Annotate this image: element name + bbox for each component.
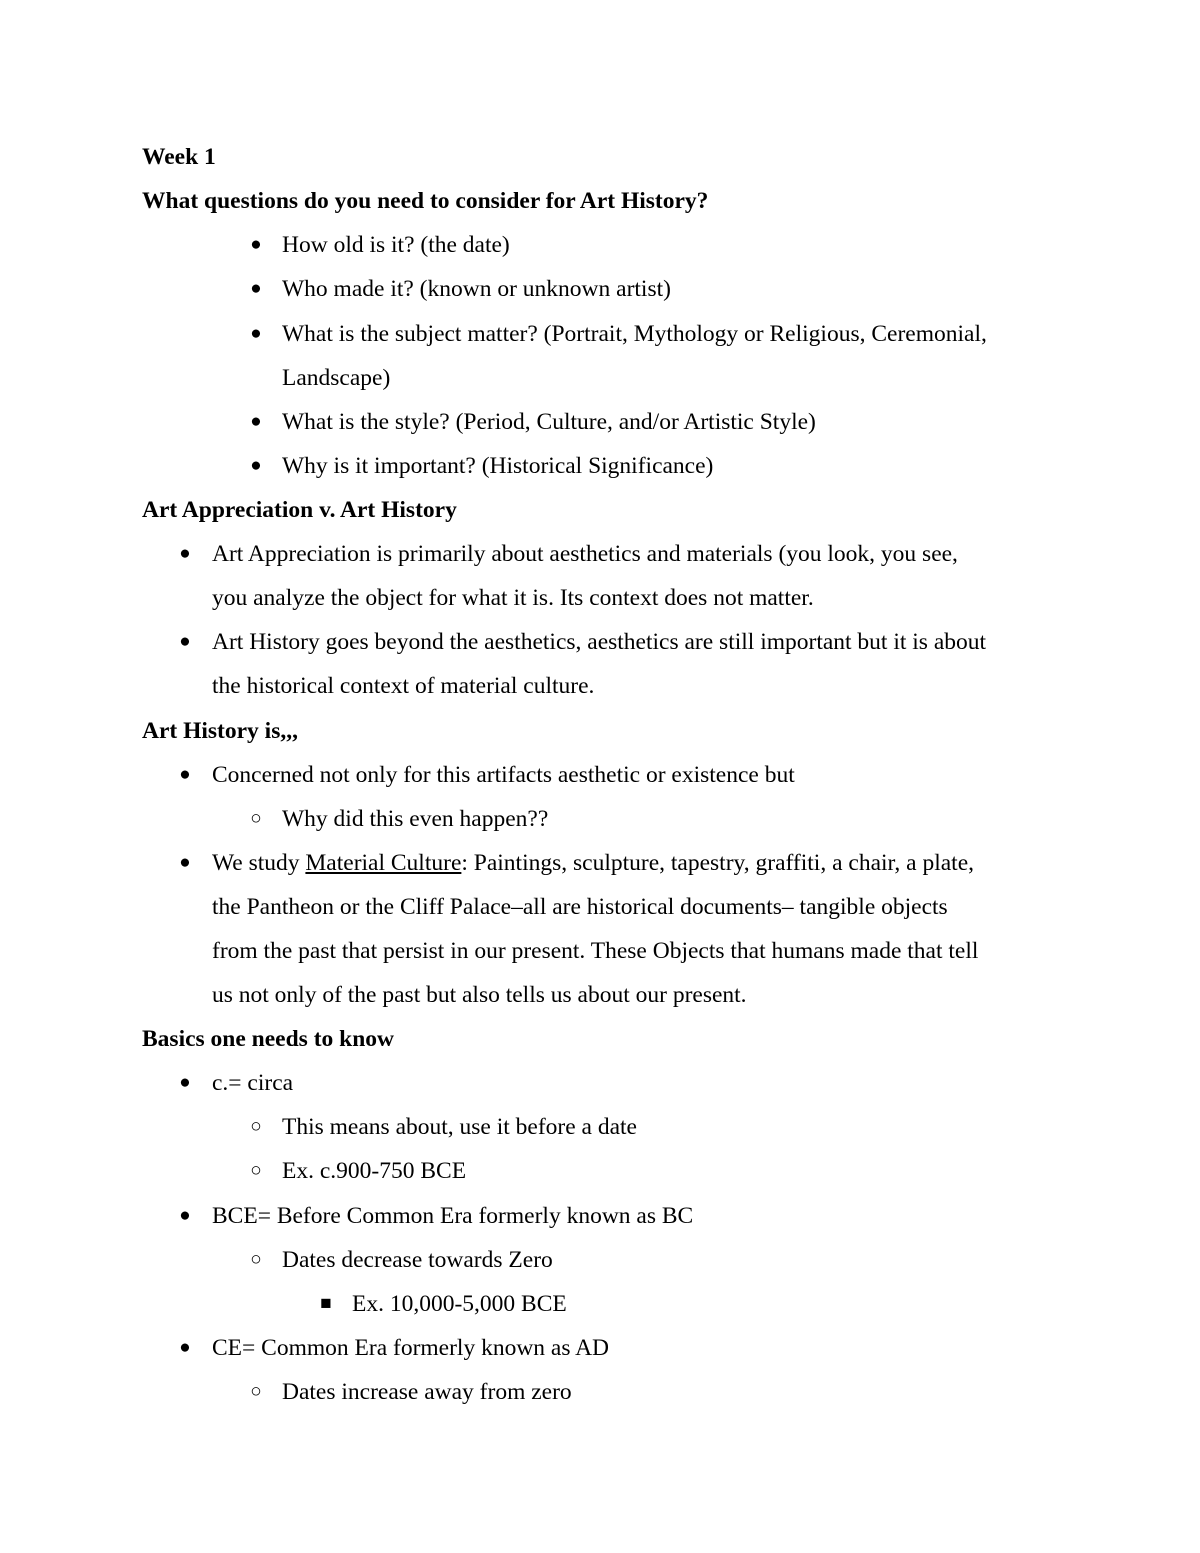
basics-heading: Basics one needs to know	[142, 1026, 395, 1052]
sub-list-item: Why did this even happen??	[282, 806, 549, 832]
sub-list-item: Ex. c.900-750 BCE	[282, 1158, 467, 1184]
bullet-circle-icon: ○	[250, 808, 262, 829]
list-item-continuation: the historical context of material culture.	[212, 673, 595, 699]
text-run: : Paintings, sculpture, tapestry, graffiti, a chair, a plate,	[461, 850, 975, 876]
list-item-continuation: you analyze the object for what it is. Its context does not matter.	[212, 585, 814, 611]
bullet-circle-icon: ○	[250, 1160, 262, 1181]
list-item: Why is it important? (Historical Significance)	[282, 453, 714, 479]
list-item: CE= Common Era formerly known as AD	[212, 1335, 610, 1361]
bullet-disc-icon: ●	[250, 455, 262, 476]
sub-list-item: This means about, use it before a date	[282, 1114, 637, 1140]
bullet-disc-icon: ●	[179, 543, 191, 564]
list-item-continuation: from the past that persist in our present. These Objects that humans made that tell	[212, 938, 979, 964]
sub-list-item: Dates increase away from zero	[282, 1379, 572, 1405]
questions-heading: What questions do you need to consider for Art History?	[142, 188, 709, 214]
list-item: Who made it? (known or unknown artist)	[282, 276, 671, 302]
bullet-disc-icon: ●	[179, 852, 191, 873]
material-culture-term: Material Culture	[305, 850, 462, 876]
list-item: What is the style? (Period, Culture, and/or Artistic Style)	[282, 409, 816, 435]
bullet-circle-icon: ○	[250, 1249, 262, 1270]
list-item	[212, 848, 974, 878]
bullet-disc-icon: ●	[179, 1072, 191, 1093]
list-item: What is the subject matter? (Portrait, Mythology or Religious, Ceremonial,	[282, 321, 987, 347]
bullet-square-icon: ■	[320, 1293, 332, 1314]
bullet-disc-icon: ●	[179, 631, 191, 652]
bullet-disc-icon: ●	[250, 323, 262, 344]
art-history-is-heading: Art History is,,,	[142, 718, 298, 744]
sub-list-item: Dates decrease towards Zero	[282, 1247, 553, 1273]
list-item: Concerned not only for this artifacts aesthetic or existence but	[212, 762, 795, 788]
bullet-circle-icon: ○	[250, 1116, 262, 1137]
bullet-disc-icon: ●	[250, 278, 262, 299]
list-item: How old is it? (the date)	[282, 232, 510, 258]
list-item: c.= circa	[212, 1070, 294, 1096]
text-run: We study	[212, 850, 306, 876]
list-item: Art Appreciation is primarily about aesthetics and materials (you look, you see,	[212, 541, 958, 567]
list-item-continuation: us not only of the past but also tells us about our present.	[212, 982, 747, 1008]
appreciation-heading: Art Appreciation v. Art History	[142, 497, 457, 523]
list-item-continuation: the Pantheon or the Cliff Palace–all are historical documents– tangible objects	[212, 894, 948, 920]
bullet-disc-icon: ●	[179, 1337, 191, 1358]
bullet-disc-icon: ●	[179, 764, 191, 785]
list-item-continuation: Landscape)	[282, 365, 391, 391]
sub-sub-list-item: Ex. 10,000-5,000 BCE	[352, 1291, 567, 1317]
bullet-disc-icon: ●	[179, 1205, 191, 1226]
list-item: Art History goes beyond the aesthetics, aesthetics are still important but it is about	[212, 629, 987, 655]
list-item: BCE= Before Common Era formerly known as BC	[212, 1203, 694, 1229]
bullet-circle-icon: ○	[250, 1381, 262, 1402]
bullet-disc-icon: ●	[250, 234, 262, 255]
week-heading: Week 1	[142, 144, 216, 170]
bullet-disc-icon: ●	[250, 411, 262, 432]
